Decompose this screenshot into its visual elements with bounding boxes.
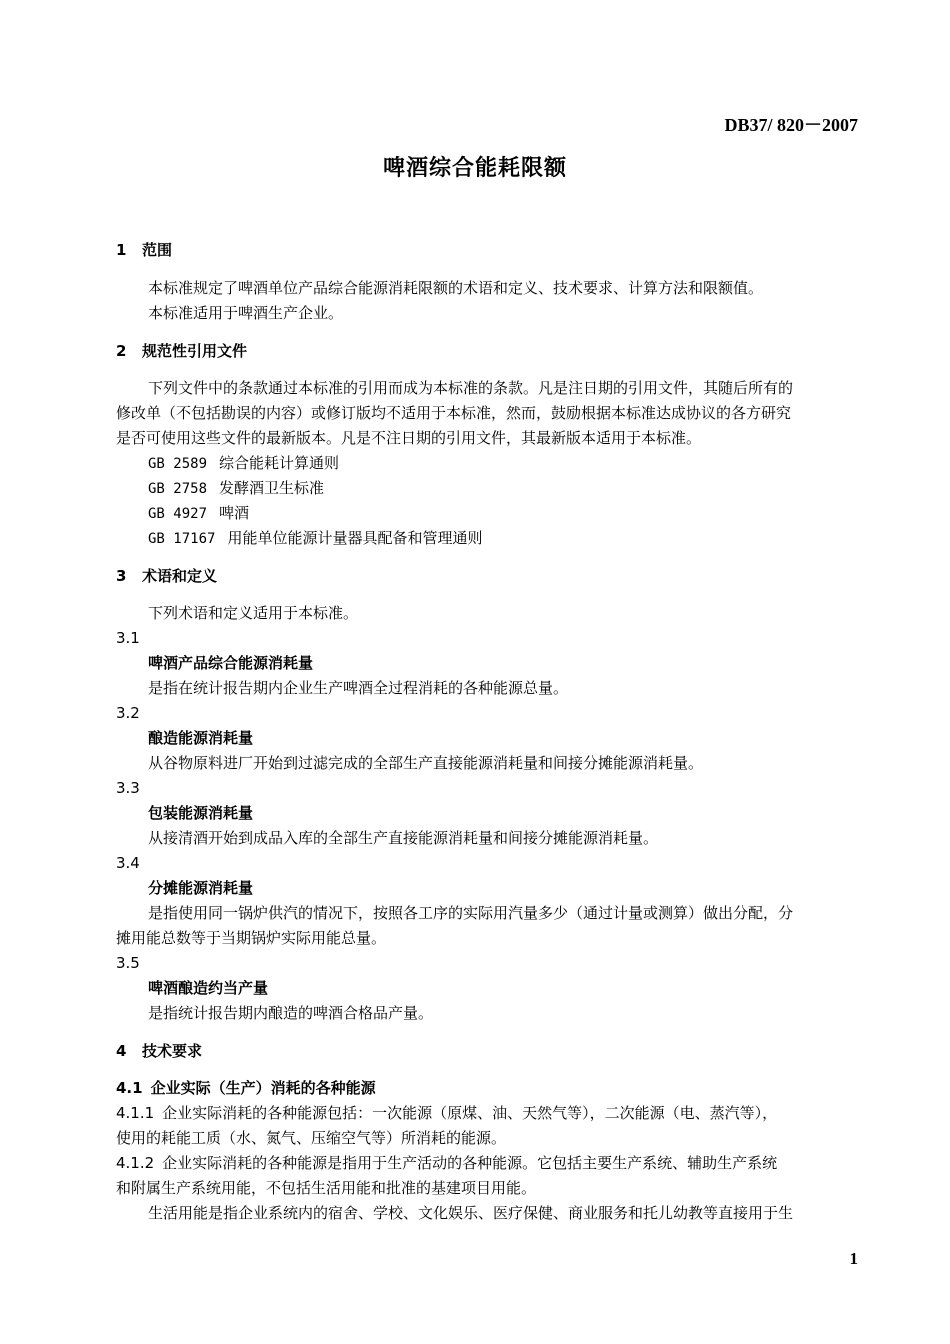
term-name: 分摊能源消耗量 <box>148 879 254 897</box>
paragraph: 生活用能是指企业系统内的宿舍、学校、文化娱乐、医疗保健、商业服务和托儿幼教等直接用于生 <box>148 1204 794 1222</box>
reference-name: 发酵酒卫生标准 <box>219 479 325 497</box>
paragraph: 本标准适用于啤酒生产企业。 <box>148 304 344 322</box>
clause-text: 企业实际消耗的各种能源包括：一次能源（原煤、油、天然气等），二次能源（电、蒸汽等）， <box>162 1104 778 1122</box>
term-number: 3.3 <box>116 779 140 797</box>
reference-code: GB 2758 <box>148 481 208 497</box>
term-name: 啤酒产品综合能源消耗量 <box>148 654 314 672</box>
clause <box>116 1103 861 1123</box>
section-number: 2 <box>116 342 127 360</box>
reference-item <box>148 453 861 474</box>
term-number: 3.4 <box>116 854 140 872</box>
term-name: 啤酒酿造约当产量 <box>148 979 269 997</box>
reference-code: GB 2589 <box>148 456 208 472</box>
section-heading <box>116 341 861 361</box>
term-name: 酿造能源消耗量 <box>148 729 254 747</box>
reference-name: 综合能耗计算通则 <box>219 454 340 472</box>
paragraph: 是否可使用这些文件的最新版本。凡是不注日期的引用文件，其最新版本适用于本标准。 <box>116 429 702 447</box>
clause-number: 4.1.2 <box>116 1154 155 1172</box>
reference-item <box>148 478 861 499</box>
clause-number: 4.1.1 <box>116 1104 155 1122</box>
subsection-number: 4.1 <box>116 1079 143 1097</box>
standard-code: DB37/ 820－2007 <box>724 115 858 135</box>
term-definition: 是指在统计报告期内企业生产啤酒全过程消耗的各种能源总量。 <box>148 679 569 697</box>
term-number: 3.2 <box>116 704 140 722</box>
section-heading <box>116 240 861 260</box>
section-heading <box>116 566 861 586</box>
term-number: 3.5 <box>116 954 140 972</box>
section-number: 4 <box>116 1042 127 1060</box>
subsection-title: 企业实际（生产）消耗的各种能源 <box>150 1079 376 1097</box>
term-definition: 摊用能总数等于当期锅炉实际用能总量。 <box>116 929 387 947</box>
clause-text: 企业实际消耗的各种能源是指用于生产活动的各种能源。它包括主要生产系统、辅助生产系统 <box>162 1154 778 1172</box>
paragraph: 下列术语和定义适用于本标准。 <box>148 604 359 622</box>
term-definition: 从接清酒开始到成品入库的全部生产直接能源消耗量和间接分摊能源消耗量。 <box>148 829 659 847</box>
reference-name: 用能单位能源计量器具配备和管理通则 <box>227 529 483 547</box>
page-number: 1 <box>849 1249 858 1268</box>
term-definition: 从谷物原料进厂开始到过滤完成的全部生产直接能源消耗量和间接分摊能源消耗量。 <box>148 754 704 772</box>
paragraph: 下列文件中的条款通过本标准的引用而成为本标准的条款。凡是注日期的引用文件，其随后所有的 <box>148 379 794 397</box>
clause <box>116 1153 861 1173</box>
section-number: 3 <box>116 567 127 585</box>
reference-item <box>148 528 861 549</box>
reference-name: 啤酒 <box>219 504 250 522</box>
document-title: 啤酒综合能耗限额 <box>382 156 567 181</box>
reference-code: GB 17167 <box>148 531 216 547</box>
reference-code: GB 4927 <box>148 506 208 522</box>
subsection-heading <box>116 1078 861 1098</box>
term-number: 3.1 <box>116 629 140 647</box>
paragraph: 修改单（不包括勘误的内容）或修订版均不适用于本标准，然而，鼓励根据本标准达成协议的各方研究 <box>116 404 792 422</box>
term-definition: 是指统计报告期内酿造的啤酒合格品产量。 <box>148 1004 434 1022</box>
term-name: 包装能源消耗量 <box>148 804 254 822</box>
section-title: 规范性引用文件 <box>142 342 248 360</box>
term-definition: 是指使用同一锅炉供汽的情况下，按照各工序的实际用汽量多少（通过计量或测算）做出分配，分 <box>148 904 794 922</box>
section-title: 技术要求 <box>142 1042 203 1060</box>
reference-item <box>148 503 861 524</box>
section-heading <box>116 1041 861 1061</box>
paragraph: 使用的耗能工质（水、氮气、压缩空气等）所消耗的能源。 <box>116 1129 507 1147</box>
section-number: 1 <box>116 241 127 259</box>
paragraph: 和附属生产系统用能，不包括生活用能和批准的基建项目用能。 <box>116 1179 537 1197</box>
section-title: 范围 <box>142 241 173 259</box>
paragraph: 本标准规定了啤酒单位产品综合能源消耗限额的术语和定义、技术要求、计算方法和限额值。 <box>148 279 764 297</box>
section-title: 术语和定义 <box>142 567 218 585</box>
